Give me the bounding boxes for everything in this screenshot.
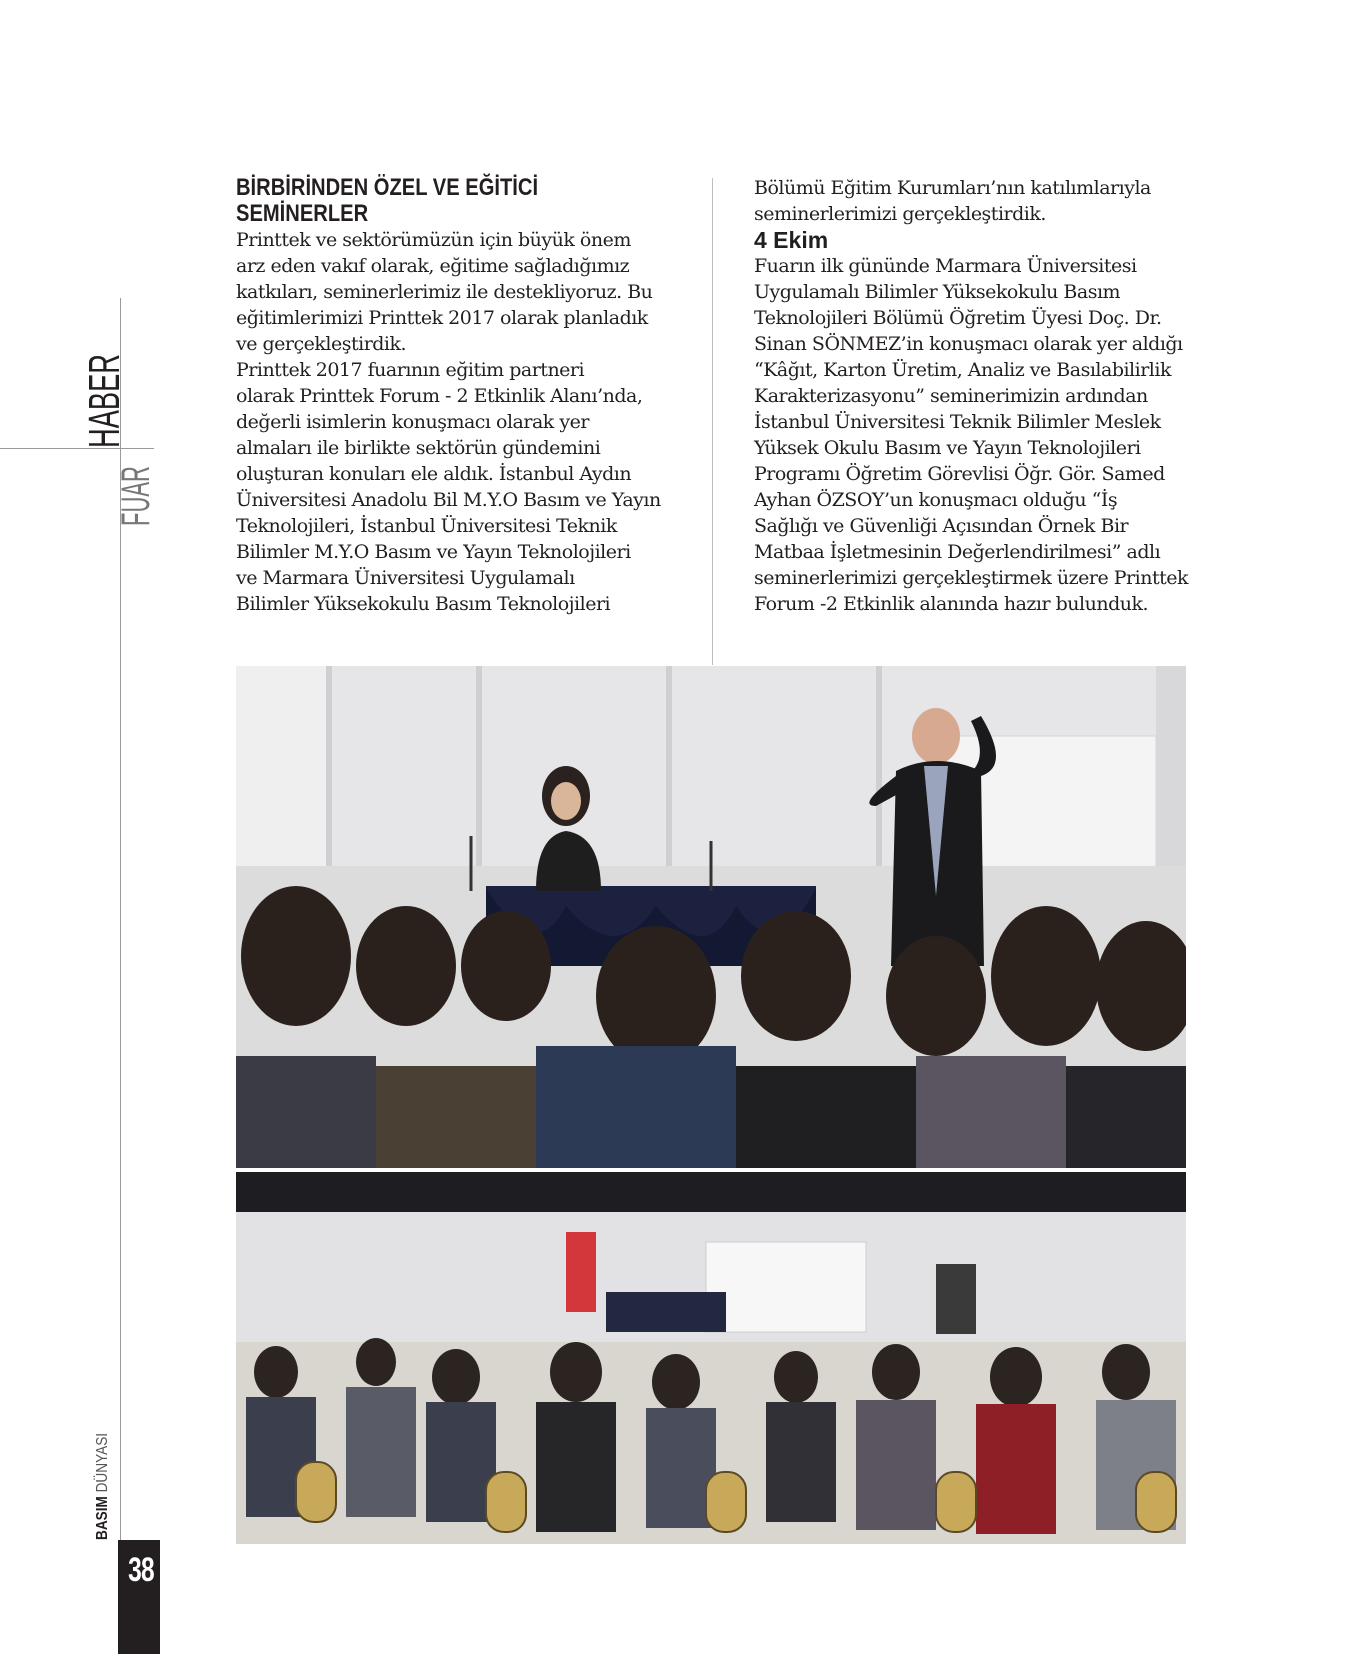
magazine-name-bold: BASIM [94,1496,111,1540]
seminar-photo-audience [236,1172,1186,1544]
section-label-primary: HABER [80,354,129,448]
article-paragraph-2: Printtek 2017 fuarının eğitim partneri olarak Printtek Forum - 2 Etkinlik Alanı’nda, değerli isimlerin konuşmacı olarak yer almaları ile birlikte sektörün gündemini oluşturan konuları ele aldık. İstanbul Aydın Üniversitesi Anadolu Bil M.Y.O Basım ve Yayın Teknolojileri, İstanbul Üniversitesi Teknik Bilimler M.Y.O Basım ve Yayın Teknolojileri ve Marmara Üniversitesi Uygulamalı Bilimler Yüksekokulu Basım Teknolojileri [236,359,661,615]
page-number: 38 [128,1551,154,1589]
article-paragraph-3: Bölümü Eğitim Kurumları’nın katılımlarıyla seminerlerimizi gerçekleştirdik. [754,177,1151,225]
article-column-right [754,175,1194,617]
article-column-left [236,175,676,617]
section-tab-rule [0,448,154,449]
article-heading [236,175,673,227]
article-heading-line-1: BİRBİRİNDEN ÖZEL VE EĞİTİCİ [236,174,539,201]
section-label-secondary: FUAR [114,466,158,526]
column-divider [712,178,713,665]
magazine-name-light: DÜNYASI [94,1432,111,1493]
article-heading-line-2: SEMİNERLER [236,200,369,227]
article-paragraph-4: Fuarın ilk gününde Marmara Üniversitesi Uygulamalı Bilimler Yüksekokulu Basım Teknolojileri Bölümü Öğretim Üyesi Doç. Dr. Sinan SÖNMEZ’in konuşmacı olarak yer aldığı “Kâğıt, Karton Üretim, Analiz ve Basılabilirlik Karakterizasyonu” seminerimizin ardından İstanbul Üniversitesi Teknik Bilimler Meslek Yüksek Okulu Basım ve Yayın Teknolojileri Programı Öğretim Görevlisi Öğr. Gör. Samed Ayhan ÖZSOY’un konuşmacı olduğu “İş Sağlığı ve Güvenliği Açısından Örnek Bir Matbaa İşletmesinin Değerlendirilmesi” adlı seminerlerimizi gerçekleştirmek üzere Printtek Forum -2 Etkinlik alanında hazır bulunduk. [754,255,1188,615]
magazine-name [94,1433,112,1540]
article-subheading: 4 Ekim [754,227,829,253]
seminar-photo-speaker [236,666,1186,1168]
article-paragraph-1: Printtek ve sektörümüzün için büyük önem arz eden vakıf olarak, eğitime sağladığımız katkıları, seminerlerimiz ile destekliyoruz. Bu eğitimlerimizi Printtek 2017 olarak planladık ve gerçekleştirdik. [236,229,653,355]
